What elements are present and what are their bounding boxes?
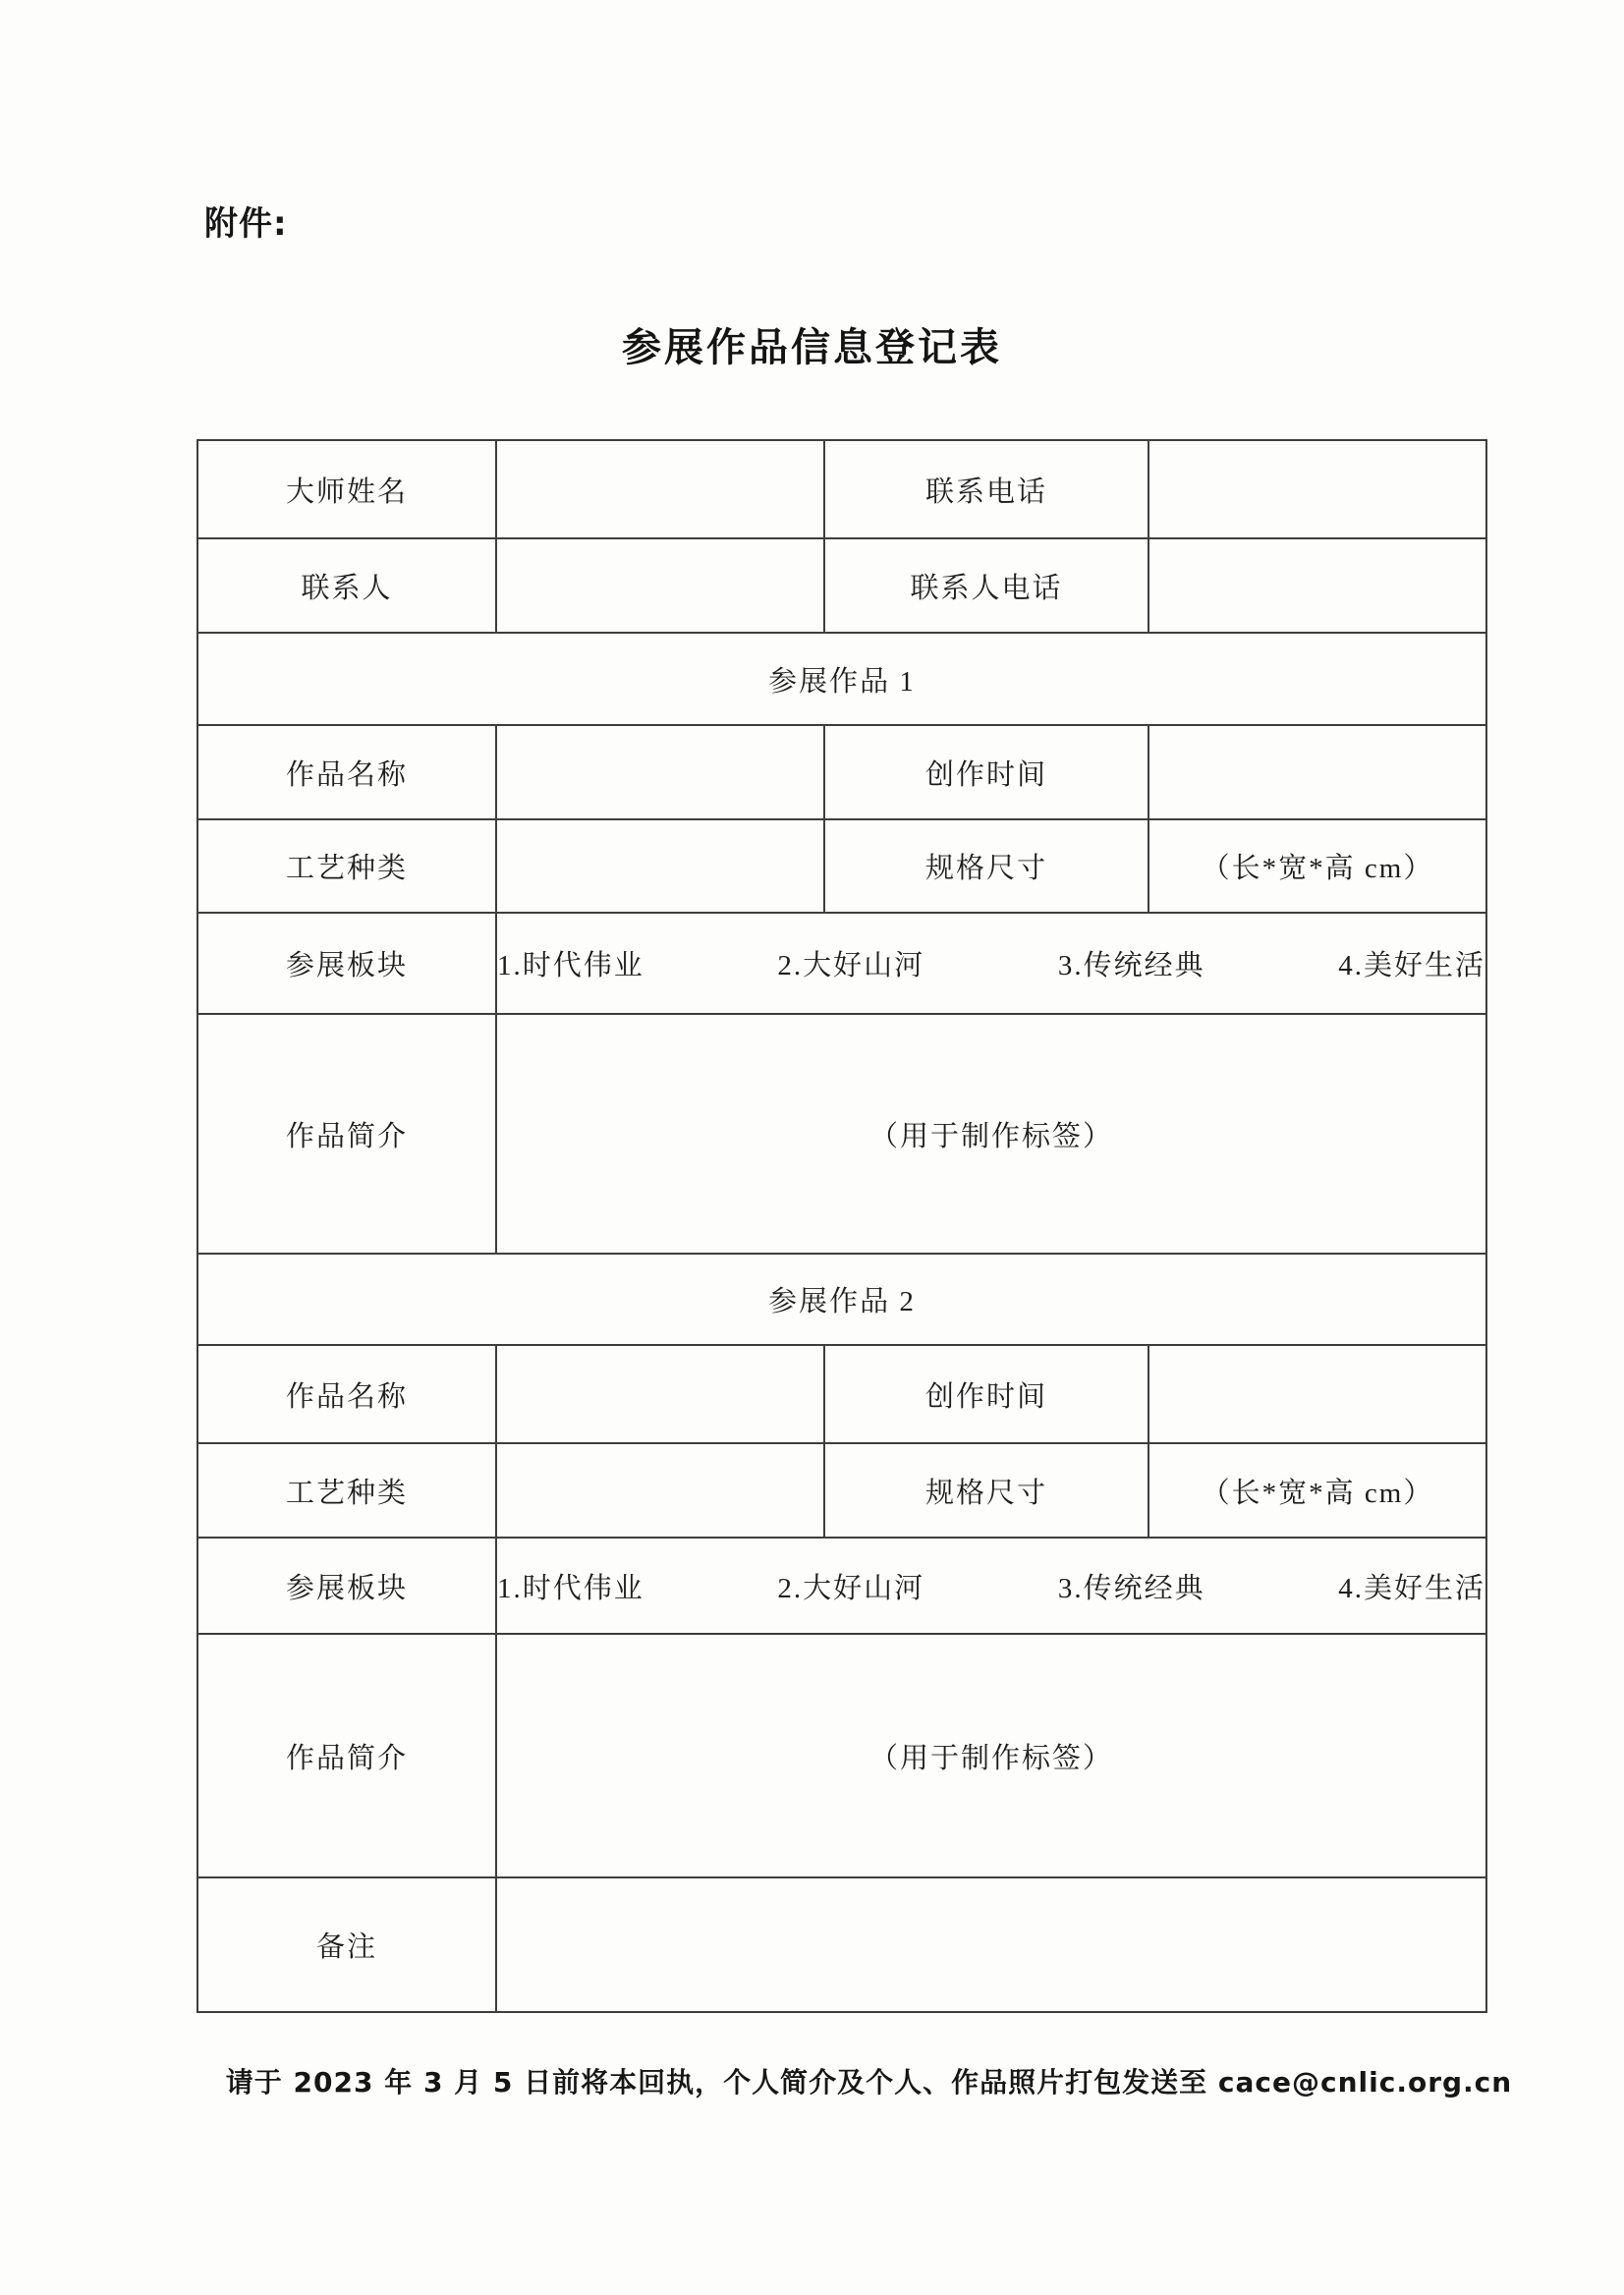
row-master-name [197,440,1486,538]
section1-intro-label: 作品简介 [197,1014,496,1254]
attachment-label: 附件: [204,204,288,244]
row-section1-intro [197,1014,1486,1254]
row-contact-person [197,538,1486,633]
section2-options-list [497,1566,1485,1606]
row-section1-exhibit-block [197,913,1486,1014]
section2-craft-type-field[interactable] [496,1443,824,1538]
section1-creation-time-label: 创作时间 [824,725,1148,819]
remarks-label: 备注 [197,1877,496,2012]
row-section1-title [197,633,1486,725]
section1-option-2: 2.大好山河 [777,950,925,981]
row-section2-intro [197,1634,1486,1877]
contact-person-phone-label: 联系人电话 [824,538,1148,633]
footer-note: 请于 2023 年 3 月 5 日前将本回执，个人简介及个人、作品照片打包发送至 cace@cnlic.org.cn [225,2066,1513,2099]
section2-creation-time-label: 创作时间 [824,1345,1148,1443]
section2-work-name-label: 作品名称 [197,1345,496,1443]
section1-craft-type-field[interactable] [496,819,824,913]
section1-work-name-label: 作品名称 [197,725,496,819]
section1-work-name-field[interactable] [496,725,824,819]
contact-person-phone-field[interactable] [1148,538,1486,633]
section1-exhibit-block-label: 参展板块 [197,913,496,1014]
section2-option-2: 2.大好山河 [777,1572,925,1604]
phone-field[interactable] [1148,440,1486,538]
contact-person-label: 联系人 [197,538,496,633]
section2-option-4: 4.美好生活 [1338,1572,1485,1604]
section2-work-name-field[interactable] [496,1345,824,1443]
section2-intro-field[interactable]: （用于制作标签） [496,1634,1486,1877]
section1-craft-type-label: 工艺种类 [197,819,496,913]
row-remarks [197,1877,1486,2012]
section1-option-3: 3.传统经典 [1057,950,1205,981]
row-section1-work-name [197,725,1486,819]
master-name-label: 大师姓名 [197,440,496,538]
row-section2-title [197,1254,1486,1345]
remarks-field[interactable] [496,1877,1486,2012]
section1-spec-label: 规格尺寸 [824,819,1148,913]
registration-form-table [196,439,1487,2013]
master-name-field[interactable] [496,440,824,538]
section2-creation-time-field[interactable] [1148,1345,1486,1443]
section1-creation-time-field[interactable] [1148,725,1486,819]
section1-intro-field[interactable]: （用于制作标签） [496,1014,1486,1254]
row-section2-craft-type [197,1443,1486,1538]
section1-options-list [497,943,1485,983]
section2-spec-label: 规格尺寸 [824,1443,1148,1538]
section1-option-4: 4.美好生活 [1338,950,1485,981]
contact-person-field[interactable] [496,538,824,633]
section1-title: 参展作品 1 [197,633,1486,725]
section1-spec-hint: （长*宽*高 cm） [1148,819,1486,913]
section2-title: 参展作品 2 [197,1254,1486,1345]
section2-craft-type-label: 工艺种类 [197,1443,496,1538]
row-section2-exhibit-block [197,1538,1486,1634]
section2-option-3: 3.传统经典 [1057,1572,1205,1604]
section2-intro-label: 作品简介 [197,1634,496,1877]
page-title: 参展作品信息登记表 [622,325,1002,370]
section2-exhibit-block-label: 参展板块 [197,1538,496,1634]
phone-label: 联系电话 [824,440,1148,538]
row-section1-craft-type [197,819,1486,913]
section2-spec-hint: （长*宽*高 cm） [1148,1443,1486,1538]
section1-option-1: 1.时代伟业 [497,950,644,981]
section2-option-1: 1.时代伟业 [497,1572,644,1604]
row-section2-work-name [197,1345,1486,1443]
section1-exhibit-block-options [496,913,1486,1014]
section2-exhibit-block-options [496,1538,1486,1634]
